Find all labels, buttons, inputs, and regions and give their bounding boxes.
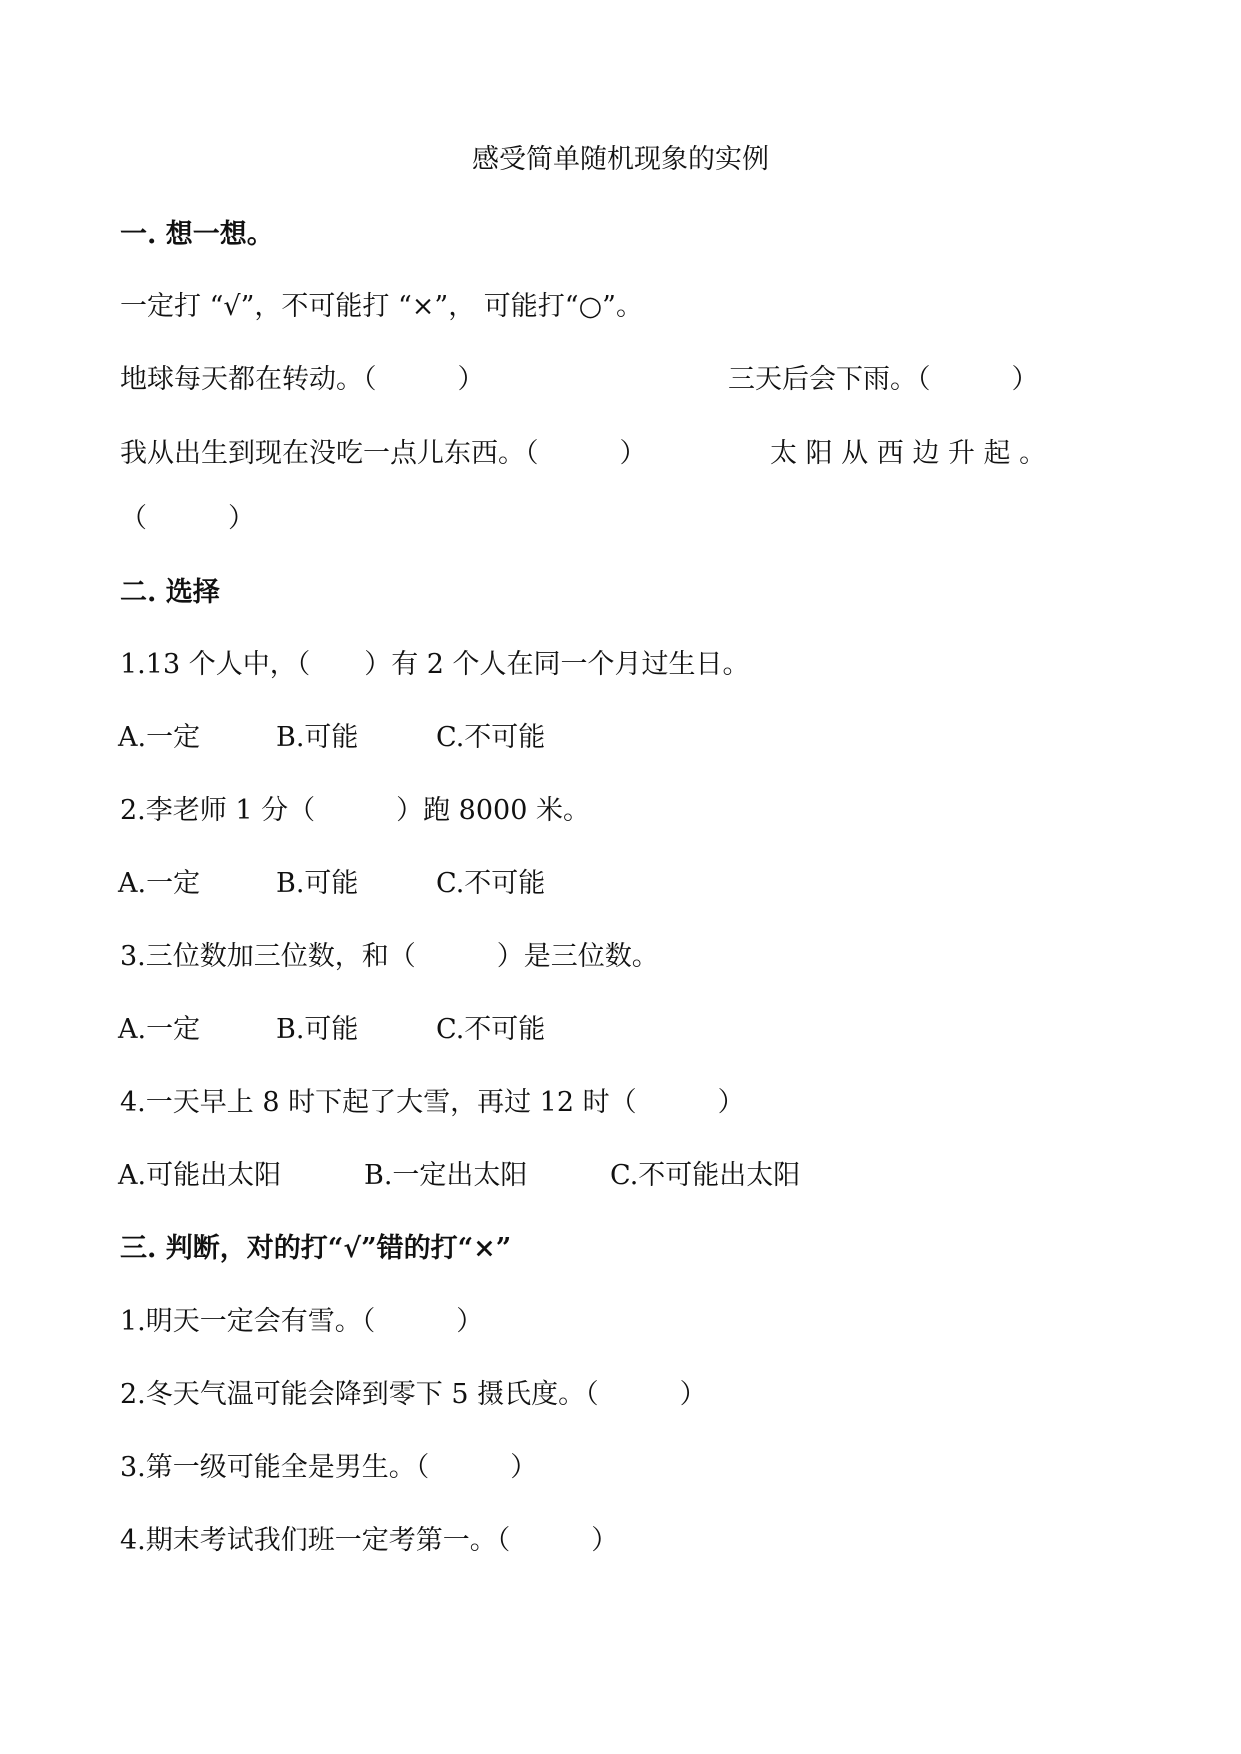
section1-item-4: 太 阳 从 西 边 升 起 。 bbox=[770, 438, 1047, 469]
option-c: C.不可能 bbox=[436, 722, 546, 753]
judge-item: 4.期末考试我们班一定考第一。（ ） bbox=[120, 1525, 619, 1556]
option-a: A.一定 bbox=[118, 1014, 201, 1045]
option-a: A.一定 bbox=[118, 868, 201, 899]
option-c: C.不可能 bbox=[436, 1014, 546, 1045]
option-c: C.不可能出太阳 bbox=[610, 1160, 801, 1191]
question-stem: 4.一天早上 8 时下起了大雪，再过 12 时（ ） bbox=[120, 1087, 745, 1118]
section1-item-4-blank: （ ） bbox=[120, 503, 255, 534]
section2-heading: 二. 选择 bbox=[120, 577, 220, 608]
section1-item-1: 地球每天都在转动。（ ） bbox=[120, 364, 485, 395]
section1-heading: 一. 想一想。 bbox=[120, 219, 274, 250]
option-a: A.可能出太阳 bbox=[118, 1160, 282, 1191]
question-stem: 1.13 个人中，（ ）有 2 个人在同一个月过生日。 bbox=[120, 649, 750, 680]
option-b: B.可能 bbox=[276, 722, 359, 753]
option-b: B.可能 bbox=[276, 1014, 359, 1045]
judge-item: 3.第一级可能全是男生。（ ） bbox=[120, 1452, 538, 1483]
section1-instruction: 一定打 “√”，不可能打 “×”， 可能打“○”。 bbox=[120, 291, 643, 322]
question-stem: 3.三位数加三位数，和（ ）是三位数。 bbox=[120, 941, 659, 972]
section1-item-2: 三天后会下雨。（ ） bbox=[728, 364, 1039, 395]
page-title: 感受简单随机现象的实例 bbox=[472, 144, 769, 175]
section1-item-3: 我从出生到现在没吃一点儿东西。（ ） bbox=[120, 438, 647, 469]
option-c: C.不可能 bbox=[436, 868, 546, 899]
judge-item: 2.冬天气温可能会降到零下 5 摄氏度。（ ） bbox=[120, 1379, 707, 1410]
question-stem: 2.李老师 1 分（ ）跑 8000 米。 bbox=[120, 795, 590, 826]
option-b: B.一定出太阳 bbox=[364, 1160, 528, 1191]
option-a: A.一定 bbox=[118, 722, 201, 753]
option-b: B.可能 bbox=[276, 868, 359, 899]
section3-heading: 三. 判断，对的打“√”错的打“×” bbox=[120, 1233, 512, 1264]
judge-item: 1.明天一定会有雪。（ ） bbox=[120, 1306, 484, 1337]
